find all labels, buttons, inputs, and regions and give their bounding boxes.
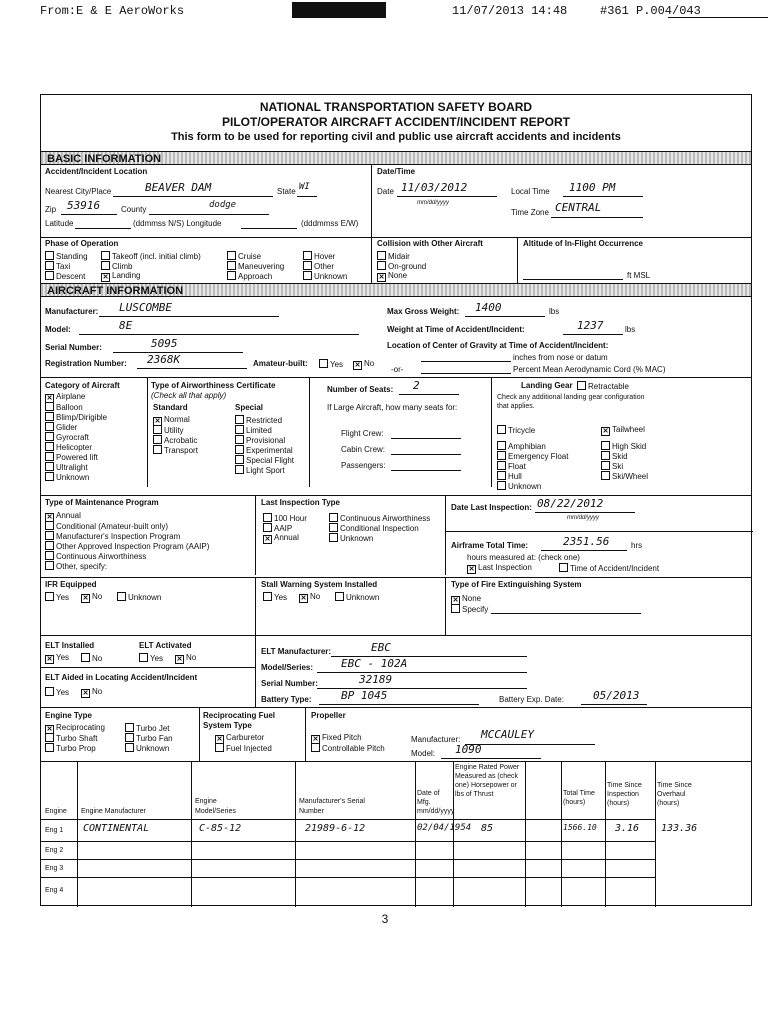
seats-label: Number of Seats: [327, 385, 394, 394]
elt-mfr-value: EBC [371, 641, 391, 654]
fax-page: #361 P.004/043 [600, 4, 701, 18]
seats-line [399, 394, 459, 395]
collision-none[interactable]: ✕None [377, 271, 407, 282]
th-engine: Engine [45, 808, 67, 815]
aft-line [541, 550, 627, 551]
th-time-since-insp: Time Since Inspection (hours) [607, 782, 642, 807]
divider-fire [445, 577, 446, 635]
eng-turbo-fan[interactable]: Turbo Fan [125, 733, 173, 744]
model-line [79, 334, 359, 335]
collision-onground[interactable]: On-ground [377, 261, 426, 272]
county-value: dodge [209, 200, 237, 210]
elt-activated-no[interactable]: ✕ No [175, 653, 196, 664]
prop-fixed-pitch[interactable]: ✕Fixed Pitch [311, 733, 362, 744]
flight-crew-label: Flight Crew: [341, 429, 384, 438]
stall-yes[interactable]: Yes [263, 592, 287, 603]
reg-value: 2368K [147, 353, 181, 366]
fire-specify[interactable]: Specify [451, 604, 488, 615]
maint-continuous[interactable]: Continuous Airworthiness [45, 551, 146, 562]
divider-dli [445, 495, 446, 575]
th-total-time: Total Time (hours) [563, 790, 595, 806]
hours-time-of-accident[interactable]: Time of Accident/Incident [559, 563, 659, 574]
gear-high-skid[interactable]: High Skid [601, 441, 646, 452]
prop-model-label: Model: [411, 749, 436, 758]
recip-fuel-injected[interactable]: Fuel Injected [215, 743, 272, 754]
last-continuous[interactable]: Continuous Airworthiness [329, 513, 430, 524]
spc-limited[interactable]: Limited [235, 425, 272, 436]
spc-provisional[interactable]: Provisional [235, 435, 285, 446]
category-balloon[interactable]: Balloon [45, 402, 83, 413]
th-engine-model: Engine Model/Series [195, 798, 236, 815]
gear-retractable[interactable]: Retractable [577, 381, 629, 392]
passengers-label: Passengers: [341, 461, 386, 470]
zip-label: Zip [45, 205, 57, 214]
date-format: mm/dd/yyyy [417, 200, 450, 206]
std-acrobatic[interactable]: Acrobatic [153, 435, 197, 446]
maint-label: Type of Maintenance Program [45, 498, 159, 507]
time-value: 1100 PM [569, 181, 616, 194]
battery-value: BP 1045 [341, 689, 388, 702]
maint-manufacturer[interactable]: Manufacturer's Inspection Program [45, 531, 180, 542]
gear-skid[interactable]: Skid [601, 451, 628, 462]
ifr-label: IFR Equipped [45, 580, 97, 589]
divider-recip [199, 707, 200, 761]
gear-sub: Check any additional landing gear configuration that applies. [497, 394, 645, 410]
th-engine-mfr: Engine Manufacturer [81, 808, 146, 815]
spc-light-sport[interactable]: Light Sport [235, 465, 285, 476]
elt-installed-yes[interactable]: ✕Yes [45, 653, 69, 664]
phase-cruise[interactable]: Cruise [227, 251, 261, 262]
aft-unit: hrs [631, 541, 643, 550]
phase-climb[interactable]: Climb [101, 261, 132, 272]
maint-aaip[interactable]: Other Approved Inspection Program (AAIP) [45, 541, 209, 552]
mfr-value: LUSCOMBE [119, 301, 172, 314]
last-annual[interactable]: ✕Annual [263, 533, 299, 544]
elt-installed-label: ELT Installed [45, 641, 95, 650]
battery-exp-label: Battery Exp. Date: [499, 695, 564, 704]
weight-label: Weight at Time of Accident/Incident: [387, 325, 525, 334]
th-time-since-ovh: Time Since Overhaul (hours) [657, 782, 692, 807]
elt-activated-yes[interactable]: Yes [139, 653, 163, 664]
dli-value: 08/22/2012 [537, 497, 604, 510]
stall-unknown[interactable]: Unknown [335, 592, 379, 603]
prop-controllable-pitch[interactable]: Controllable Pitch [311, 743, 385, 754]
elt-serial-value: 32189 [359, 673, 393, 686]
cg-or: -or- [391, 365, 404, 374]
divider-basic [371, 165, 372, 237]
elt-activated-label: ELT Activated [139, 641, 192, 650]
eng-unknown[interactable]: Unknown [125, 743, 169, 754]
altitude-line [523, 279, 623, 280]
ifr-no[interactable]: ✕ No [81, 592, 102, 603]
gross-line [465, 316, 545, 317]
battery-exp-value: 05/2013 [593, 689, 640, 702]
county-label: County [121, 205, 147, 214]
flight-crew-line [391, 438, 461, 439]
special-label: Special [235, 403, 264, 412]
model-value: 8E [119, 319, 133, 332]
cg-inches-line [421, 361, 511, 362]
hours-last-inspection[interactable]: ✕Last Inspection [467, 563, 532, 574]
altitude-unit: ft MSL [627, 271, 651, 280]
date-label: Date [377, 187, 394, 196]
section-band-aircraft: AIRCRAFT INFORMATION [41, 283, 751, 297]
seats-value: 2 [413, 379, 420, 392]
stall-label: Stall Warning System Installed [261, 580, 378, 589]
county-line [149, 214, 269, 215]
mfr-label: Manufacturer: [45, 307, 99, 316]
lat-label: Latitude [45, 219, 74, 228]
last-insp-label: Last Inspection Type [261, 498, 340, 507]
gross-unit: lbs [549, 307, 560, 316]
recip-carburetor[interactable]: ✕Carburetor [215, 733, 264, 744]
fire-none[interactable]: ✕None [451, 594, 481, 605]
category-gyrocraft[interactable]: Gyrocraft [45, 432, 89, 443]
divider-ovh [655, 761, 656, 907]
divider-collision [371, 237, 372, 283]
zone-line [551, 217, 643, 218]
airw-sub: (Check all that apply) [151, 391, 227, 400]
prop-mfr-value: MCCAULEY [481, 728, 534, 741]
phase-standing[interactable]: Standing [45, 251, 88, 262]
state-value: WI [299, 182, 310, 192]
ntsb-form: NATIONAL TRANSPORTATION SAFETY BOARD PILOT/OPERATOR AIRCRAFT ACCIDENT/INCIDENT REPORT This form to be used for reporting civil and public use aircraft accidents and incidents BASIC INFORMATION Accident/Incident Location Nearest City/Place BEAVER DAM State WI Zip 53916 County dodge Latitude (ddmmss N/S) Longitude (dddmmss E/W) Date/Time Date 11/03/2012 mm/dd/yyyy Local Time 1100 PM Time Zone CENTRAL Phase of Operation Standing Taxi Descent Takeoff (incl. initial climb) Climb ✕Landing Cruise Maneuvering Approach Hover Other Unknown Collision with Other Aircraft Midair On-ground ✕None Altitude of In-Flight Occurrence ft MSL AIRCRAFT INFORMATION Manufacturer: LUSCOMBE Model: 8E Serial Number: 5095 Registration Number: 2368K Amateur-built: Yes ✕ No Max Gross Weight: 1400 lbs Weight at Time of Accident/Incident: 1237 lbs Location of Center of Gravity at Time of Accident/Incident: inches from nose or datum -or- Percent Mean Aerodynamic Cord (% MAC) Category of Aircraft ✕Airplane Balloon Blimp/Dirigible Glider Gyrocraft Helicopter Powered lift Ultralight Unknown Type of Airworthiness Certificate (Check all that apply) Standard ✕Normal Utility Acrobatic Transport Special Restricted Limited Provisional Experimental Special Flight Light Sport Number of Seats: 2 If Large Aircraft, how many seats for: Flight Crew: Cabin Crew: Passengers: Landing Gear Retractable Check any additional landing gear configuration that applies. Tricycle ✕ Tailwheel Amphibian High Skid Emergency Float Skid Float Ski Hull Ski/Wheel Unknown Type of Maintenance Program ✕Annual Conditional (Amateur-built only) Manufacturer's Inspection Program Other Approved Inspection Program (AAIP) Continuous Airworthiness Other, specify: Last Inspection Type 100 Hour AAIP ✕Annual Continuous Airworthiness Conditional Inspection Unknown Date Last Inspection: 08/22/2012 mm/dd/yyyy Airframe Total Time: 2351.56 hrs hours measured at: (check one) ✕Last Inspection Time of Accident/Incident IFR Equipped Yes ✕ No Unknown Stall Warning System Installed Yes ✕ No Unknown Type of Fire Extinguishing System ✕None Specify ELT Installed ✕Yes No ELT Activated Yes ✕ No ELT Aided in Locating Accident/Incident Yes ✕ No ELT Manufacturer: EBC Model/Series: EBC - 102A Serial Number: 32189 Battery Type: BP 1045 Battery Exp. Date: 05/2013 Engine Type ✕Reciprocating Turbo Shaft Turbo Prop Turbo Jet Turbo Fan Unknown Reciprocating Fuel System Type ✕Carburetor Fuel Injected Propeller ✕Fixed Pitch Controllable Pitch Manufacturer: MCCAULEY Model: 1090 Engine Engine Manufacturer Engine Model/Series Manufacturer's Serial Number Date of Mfg. mm/dd/yyyy Engine Rated Power Measured as (check one) Horsepower or lbs of Thrust Total Time (hours) Time Since Inspection (hours) Time Since Overhaul (hours) Eng 1 CONTINENTAL C-85-12 21989-6-12 02/04/1954 85 1566.10 3.16 133.36 Eng 2 Eng 3 Eng 4 [40, 94, 752, 906]
prop-model-value: 1090 [455, 743, 482, 756]
datetime-label: Date/Time [377, 167, 416, 176]
elt-aided-no[interactable]: ✕ No [81, 687, 102, 698]
battery-label: Battery Type: [261, 695, 312, 704]
hours-measured-label: hours measured at: (check one) [467, 553, 580, 562]
zip-value: 53916 [67, 199, 101, 212]
prop-mfr-label: Manufacturer: [411, 735, 461, 744]
collision-midair[interactable]: Midair [377, 251, 410, 262]
phase-taxi[interactable]: Taxi [45, 261, 70, 272]
last-unknown[interactable]: Unknown [329, 533, 373, 544]
rule-engine [41, 707, 751, 708]
zone-label: Time Zone [511, 208, 549, 217]
elt-model-value: EBC - 102A [341, 657, 408, 670]
fax-datetime: 11/07/2013 14:48 [452, 4, 568, 18]
phase-landing[interactable]: ✕Landing [101, 271, 140, 282]
fire-specify-line [491, 613, 641, 614]
rule-elt-aid [41, 667, 255, 668]
gear-unknown[interactable]: Unknown [497, 481, 541, 492]
mfr-line [99, 316, 279, 317]
table-row: Eng 3 [45, 865, 64, 872]
elt-aided-label: ELT Aided in Locating Accident/Incident [45, 673, 198, 682]
gross-value: 1400 [475, 301, 502, 314]
gear-ski-wheel[interactable]: Ski/Wheel [601, 471, 648, 482]
elt-model-label: Model/Series: [261, 663, 314, 672]
weight-value: 1237 [577, 319, 604, 332]
collision-label: Collision with Other Aircraft [377, 239, 483, 248]
gear-tricycle[interactable]: Tricycle [497, 425, 535, 436]
lat-line [75, 228, 131, 229]
fax-from: From:E & E AeroWorks [40, 4, 185, 18]
gross-label: Max Gross Weight: [387, 307, 460, 316]
cg-inches: inches from nose or datum [513, 353, 608, 362]
std-transport[interactable]: Transport [153, 445, 198, 456]
large-aircraft-label: If Large Aircraft, how many seats for: [327, 403, 458, 412]
reg-line [137, 368, 247, 369]
model-label: Model: [45, 325, 71, 334]
eng-reciprocating[interactable]: ✕Reciprocating [45, 723, 105, 734]
date-value: 11/03/2012 [401, 181, 468, 194]
phase-maneuvering[interactable]: Maneuvering [227, 261, 284, 272]
last-aaip[interactable]: AAIP [263, 523, 292, 534]
page-number: 3 [381, 912, 389, 926]
maint-conditional[interactable]: Conditional (Amateur-built only) [45, 521, 168, 532]
section-band-basic: BASIC INFORMATION [41, 151, 751, 165]
rule-engine-table [41, 761, 751, 762]
battery-line [319, 704, 479, 705]
amateur-no[interactable]: ✕ No [353, 359, 374, 370]
divider-gear [491, 377, 492, 487]
divider-last [255, 495, 256, 575]
gear-tailwheel[interactable]: ✕ Tailwheel [601, 425, 645, 436]
date-line [397, 196, 497, 197]
battery-exp-line [581, 704, 647, 705]
weight-unit: lbs [625, 325, 636, 334]
amateur-label: Amateur-built: [253, 359, 308, 368]
gear-label: Landing Gear [521, 381, 573, 390]
prop-model-line [441, 758, 541, 759]
divider-stall [255, 577, 256, 635]
rule-phase [41, 237, 751, 238]
phase-approach[interactable]: Approach [227, 271, 272, 282]
serial-label: Serial Number: [45, 343, 102, 352]
category-glider[interactable]: Glider [45, 422, 77, 433]
rule-aft [445, 531, 753, 532]
amateur-yes[interactable]: Yes [319, 359, 343, 370]
th-date-mfg: Date of Mfg. mm/dd/yyyy [417, 790, 455, 815]
table-row: Eng 2 [45, 847, 64, 854]
engine-type-label: Engine Type [45, 711, 92, 720]
altitude-label: Altitude of In-Flight Occurrence [523, 239, 644, 248]
gear-hull[interactable]: Hull [497, 471, 522, 482]
serial-value: 5095 [151, 337, 178, 350]
phase-takeoff[interactable]: Takeoff (incl. initial climb) [101, 251, 201, 262]
std-utility[interactable]: Utility [153, 425, 184, 436]
time-label: Local Time [511, 187, 550, 196]
category-airplane[interactable]: ✕Airplane [45, 392, 85, 403]
cg-mac-line [421, 373, 511, 374]
redaction-block [292, 2, 386, 18]
gear-amphibian[interactable]: Amphibian [497, 441, 546, 452]
th-mfr-serial: Manufacturer's Serial Number [299, 798, 365, 815]
table-row: Eng 4 [45, 887, 64, 894]
aft-value: 2351.56 [563, 535, 610, 548]
form-title-report: PILOT/OPERATOR AIRCRAFT ACCIDENT/INCIDENT REPORT [222, 115, 570, 129]
dli-format: mm/dd/yyyy [567, 515, 600, 521]
propeller-label: Propeller [311, 711, 346, 720]
rule-ifr [41, 577, 751, 578]
last-conditional[interactable]: Conditional Inspection [329, 523, 419, 534]
elt-installed-no[interactable]: No [81, 653, 102, 664]
maint-other[interactable]: Other, specify: [45, 561, 107, 572]
category-label: Category of Aircraft [45, 381, 120, 390]
divider-altitude [517, 237, 518, 283]
passengers-line [391, 470, 461, 471]
lon-label: (dddmmss E/W) [301, 219, 359, 228]
phase-other[interactable]: Other [303, 261, 334, 272]
state-line [297, 196, 317, 197]
ifr-unknown[interactable]: Unknown [117, 592, 161, 603]
dli-label: Date Last Inspection: [451, 503, 532, 512]
reg-label: Registration Number: [45, 359, 127, 368]
phase-label: Phase of Operation [45, 239, 119, 248]
last-100hour[interactable]: 100 Hour [263, 513, 307, 524]
cg-mac: Percent Mean Aerodynamic Cord (% MAC) [513, 365, 666, 374]
gear-ski[interactable]: Ski [601, 461, 623, 472]
lon-line [241, 228, 297, 229]
zone-value: CENTRAL [555, 201, 602, 214]
cg-label: Location of Center of Gravity at Time of Accident/Incident: [387, 341, 609, 350]
fax-rule [668, 17, 768, 18]
fax-header [40, 4, 740, 20]
form-subtitle: This form to be used for reporting civil and public use aircraft accidents and incidents [171, 131, 621, 143]
gear-emergency-float[interactable]: Emergency Float [497, 451, 568, 462]
time-line [563, 196, 643, 197]
phase-hover[interactable]: Hover [303, 251, 335, 262]
city-line [113, 196, 273, 197]
divider-elt-mfr [255, 635, 256, 707]
spc-special-flight[interactable]: Special Flight [235, 455, 294, 466]
form-title-agency: NATIONAL TRANSPORTATION SAFETY BOARD [259, 100, 533, 114]
spc-experimental[interactable]: Experimental [235, 445, 293, 456]
recip-fuel-label: Reciprocating Fuel System Type [203, 711, 276, 730]
zip-line [61, 214, 117, 215]
weight-line [563, 334, 623, 335]
phase-descent[interactable]: Descent [45, 271, 85, 282]
eng-turbo-prop[interactable]: Turbo Prop [45, 743, 96, 754]
category-blimp[interactable]: Blimp/Dirigible [45, 412, 107, 423]
standard-label: Standard [153, 403, 188, 412]
category-unknown[interactable]: Unknown [45, 472, 89, 483]
cabin-crew-label: Cabin Crew: [341, 445, 386, 454]
category-ultralight[interactable]: Ultralight [45, 462, 88, 473]
elt-serial-label: Serial Number: [261, 679, 318, 688]
elt-aided-yes[interactable]: Yes [45, 687, 69, 698]
rule-maint [41, 495, 751, 496]
phase-unknown[interactable]: Unknown [303, 271, 347, 282]
fire-label: Type of Fire Extinguishing System [451, 580, 582, 589]
aft-label: Airframe Total Time: [451, 541, 529, 550]
maint-annual[interactable]: ✕Annual [45, 511, 81, 522]
spc-restricted[interactable]: Restricted [235, 415, 282, 426]
elt-mfr-label: ELT Manufacturer: [261, 647, 332, 656]
city-value: BEAVER DAM [145, 181, 212, 194]
std-normal[interactable]: ✕Normal [153, 415, 190, 426]
gear-float[interactable]: Float [497, 461, 526, 472]
divider-seats [309, 377, 310, 487]
category-powered-lift[interactable]: Powered lift [45, 452, 98, 463]
ifr-yes[interactable]: Yes [45, 592, 69, 603]
elt-model-line [317, 672, 527, 673]
eng-turbo-shaft[interactable]: Turbo Shaft [45, 733, 98, 744]
category-helicopter[interactable]: Helicopter [45, 442, 92, 453]
divider-prop [305, 707, 306, 761]
city-label: Nearest City/Place [45, 187, 112, 196]
state-label: State [277, 187, 296, 196]
prop-mfr-line [465, 744, 595, 745]
location-label: Accident/Incident Location [45, 167, 148, 176]
rule-elt [41, 635, 751, 636]
divider-airw [147, 377, 148, 487]
airw-label: Type of Airworthiness Certificate [151, 381, 276, 390]
stall-no[interactable]: ✕ No [299, 592, 320, 603]
cabin-crew-line [391, 454, 461, 455]
coord-label: (ddmmss N/S) Longitude [133, 219, 222, 228]
eng-turbo-jet[interactable]: Turbo Jet [125, 723, 170, 734]
th-rated-power: Engine Rated Power Measured as (check one) Horsepower or lbs of Thrust [455, 764, 520, 798]
